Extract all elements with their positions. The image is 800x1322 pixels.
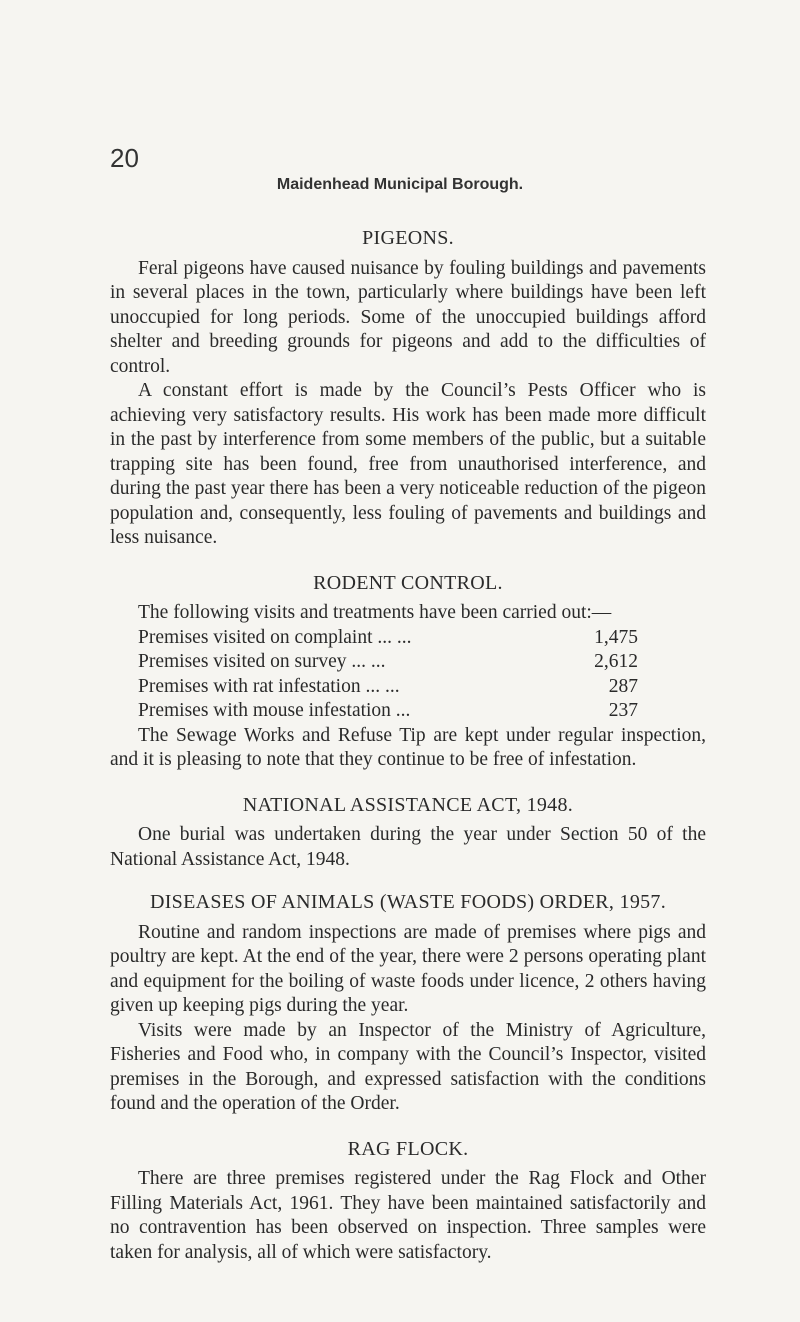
stat-label: Premises visited on survey ... ... — [138, 651, 386, 672]
section-rodent-control — [110, 571, 706, 773]
section-national-assistance — [110, 793, 706, 873]
section-heading-rodent-control: RODENT CONTROL. — [313, 571, 503, 594]
list-item — [138, 699, 638, 724]
rodent-intro: The following visits and treatments have been carried out:— — [138, 602, 612, 623]
stat-value: 237 — [608, 700, 638, 721]
stat-label: Premises with rat infestation ... ... — [138, 675, 400, 697]
list-item — [138, 675, 638, 700]
paragraph: The Sewage Works and Refuse Tip are kept under regular inspection, and it is pleasing to note that they continue to be free of infestation. — [110, 724, 706, 770]
page-number: 20 — [110, 143, 139, 173]
section-heading-rag-flock: RAG FLOCK. — [347, 1137, 469, 1160]
paragraph: Visits were made by an Inspector of the Ministry of Agriculture, Fisheries and Food who, in company with the Council’s Inspector, visited premises in the Borough, and expressed satisfaction with the conditions found and the operation of the Order. — [110, 1019, 706, 1114]
running-head: Maidenhead Municipal Borough. — [276, 176, 524, 193]
list-item — [138, 626, 638, 651]
section-heading-national-assistance: NATIONAL ASSISTANCE ACT, 1948. — [242, 793, 574, 816]
paragraph: There are three premises registered under the Rag Flock and Other Filling Materials Act, 1961. They have been maintained satisfactorily and no contravention has been observed on inspection. Three samples were taken for analysis, all of which were satisfactory. — [110, 1168, 706, 1263]
paragraph: Feral pigeons have caused nuisance by fouling buildings and pavements in several places in the town, particularly where buildings have been left unoccupied for long periods. Some of the unoccupied buildings afford shelter and breeding grounds for pigeons and add to the difficulties of control. — [110, 257, 706, 377]
stat-label: Premises visited on complaint ... ... — [138, 626, 412, 648]
section-rag-flock — [110, 1137, 706, 1266]
stat-value: 287 — [608, 675, 638, 697]
list-item — [138, 650, 638, 675]
paragraph: One burial was undertaken during the year under Section 50 of the National Assistance Act, 1948. — [110, 824, 706, 870]
stat-value: 2,612 — [594, 651, 638, 672]
section-pigeons — [110, 226, 706, 551]
stat-label: Premises with mouse infestation ... — [138, 700, 411, 721]
stat-value: 1,475 — [594, 626, 638, 648]
rodent-stats-list — [138, 626, 706, 724]
section-heading-pigeons: PIGEONS. — [362, 227, 454, 249]
document-body — [110, 220, 706, 1265]
paragraph: A constant effort is made by the Council’s Pests Officer who is achieving very satisfactory results. His work has been made more difficult in the past by interference from some members of the public, but a suitable trapping site has been found, free from unauthorised interference, and during the past year there has been a very noticeable reduction of the pigeon population and, consequently, less fouling of pavements and buildings and less nuisance. — [110, 380, 706, 548]
paragraph: Routine and random inspections are made of premises where pigs and poultry are kept. At the end of the year, there were 2 persons operating plant and equipment for the boiling of waste foods under licence, 2 others having given up keeping pigs during the year. — [110, 921, 706, 1016]
section-diseases-of-animals — [110, 890, 706, 1117]
section-heading-diseases-of-animals: DISEASES OF ANIMALS (WASTE FOODS) ORDER, 1957. — [149, 891, 667, 913]
